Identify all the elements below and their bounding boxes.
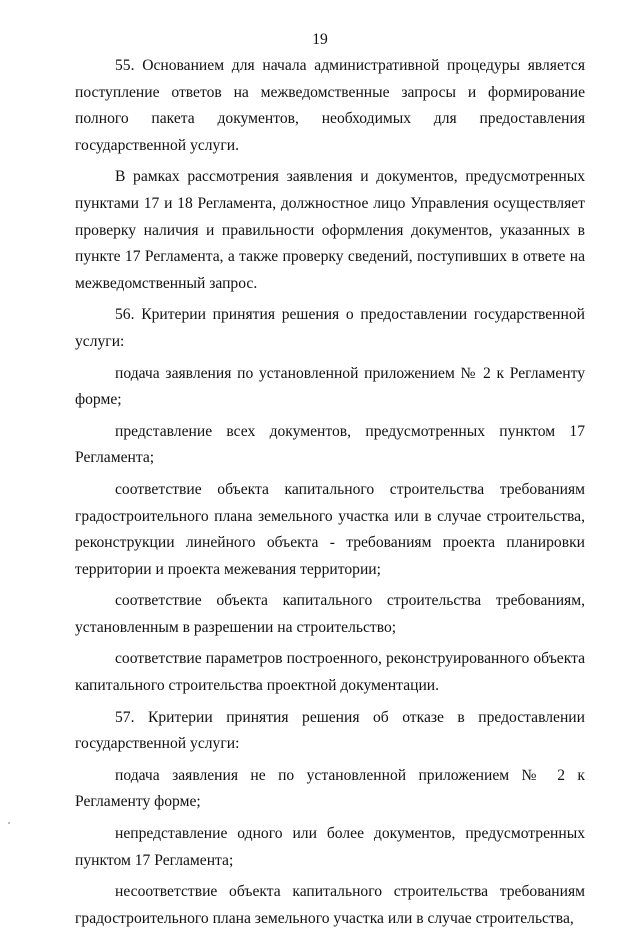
criterion-urban-plan-compliance: соответствие объекта капитального строительства требованиям градостроительного плана земельного участка или в случае строительства, реконструкции линейного объекта - требованиям проекта планировки территории и проекта межевания территории;	[75, 480, 585, 578]
document-body	[75, 53, 585, 937]
paragraph-57-heading: 57. Критерии принятия решения об отказе в предоставлении государственной услуги:	[75, 708, 585, 753]
paragraph-56-heading: 56. Критерии принятия решения о предоставлении государственной услуги:	[75, 306, 585, 350]
criterion-all-documents: представление всех документов, предусмотренных пунктом 17 Регламента;	[75, 422, 585, 467]
paragraph-55: 55. Основанием для начала административной процедуры является поступление ответов на межведомственные запросы и формирование полного пакета документов, необходимых для предоставления государственной услуги.	[75, 57, 585, 154]
page-number: 19	[312, 31, 328, 48]
refusal-criterion-form: подача заявления не по установленной приложением № 2 к Регламенту форме;	[75, 766, 585, 811]
criterion-application-form: подача заявления по установленной приложением № 2 к Регламенту форме;	[75, 364, 585, 409]
criterion-permit-compliance: соответствие объекта капитального строительства требованиям, установленным в разрешении на строительство;	[75, 592, 585, 636]
criterion-project-documentation: соответствие параметров построенного, реконструированного объекта капитального строительства проектной документации.	[75, 650, 585, 695]
refusal-criterion-urban-plan: несоответствие объекта капитального строительства требованиям градостроительного плана земельного участка или в случае строительства,	[75, 883, 585, 927]
paragraph-review-scope: В рамках рассмотрения заявления и документов, предусмотренных пунктами 17 и 18 Регламента, должностное лицо Управления осуществляет проверку наличия и правильности оформления документов, указанных в пункте 17 Регламента, а также проверку сведений, поступивших в ответе на межведомственный запрос.	[75, 168, 585, 292]
scan-mark	[8, 822, 10, 824]
refusal-criterion-documents: непредставление одного или более документов, предусмотренных пунктом 17 Регламента;	[75, 825, 585, 869]
